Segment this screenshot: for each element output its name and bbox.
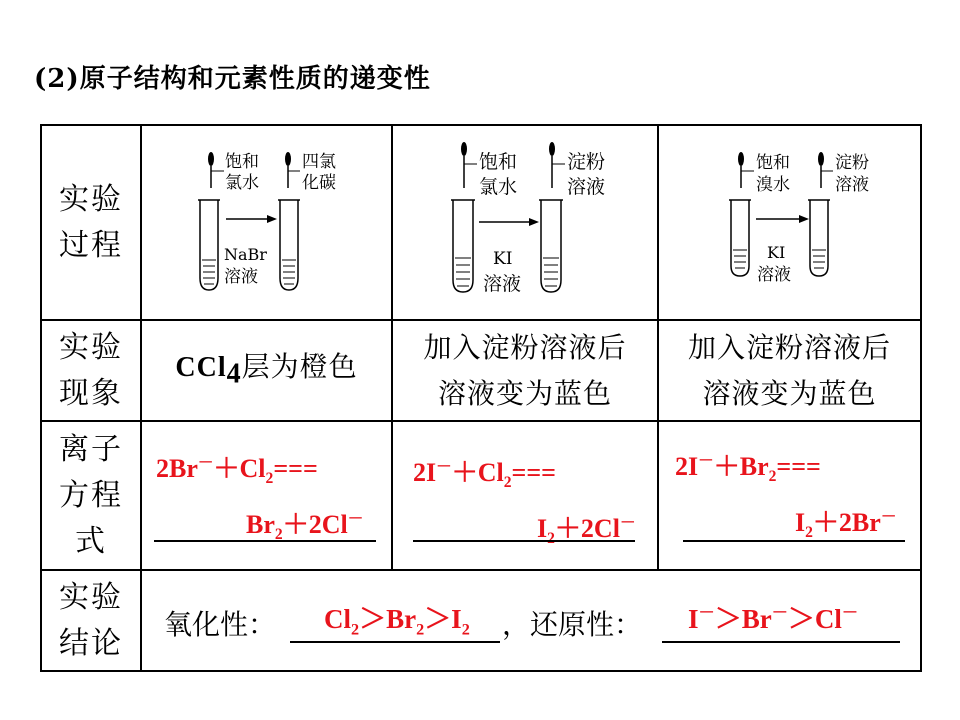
arrow-icon [226,215,277,223]
equation-header: 离子 方程 式 [41,421,141,570]
middle-label-2: 溶液 [757,265,791,285]
dropper-right-icon [818,152,833,188]
arrow-icon [756,215,809,223]
left-label-1: 饱和 [756,153,790,173]
process-diagram-2 [392,125,658,320]
left-label-1: 饱和 [225,152,259,172]
right-label-2: 溶液 [567,176,606,198]
right-label-1: 四氯 [302,152,336,172]
conclusion-content [142,571,922,670]
equation-2 [392,421,658,570]
dropper-left-icon [738,152,754,188]
right-test-tube-icon [539,200,563,292]
right-label-1: 淀粉 [567,151,606,173]
answer-underline [413,540,635,542]
left-label-2: 溴水 [756,175,790,195]
process-diagram-1 [141,125,392,320]
equation-line-2: $Br_2+2Cl^-$ [246,510,364,544]
process-row [41,125,921,320]
arrow-icon [479,218,539,226]
observation-header: 实验 现象 [41,320,141,421]
equation-line-1: $2I^-+Cl_2===$ [413,458,556,492]
oxidizing-underline [290,641,500,643]
equation-line-2: $I_2+2Br^-$ [795,508,897,542]
conclusion-header: 实验 结论 [41,570,141,671]
equation-row [41,421,921,570]
right-label-2: 溶液 [835,175,869,195]
middle-label-2: 溶液 [224,267,258,287]
answer-underline [683,540,905,542]
process-header: 实验 过程 [41,125,141,320]
oxidizing-label: 氧化性： [164,608,277,641]
right-label-1: 淀粉 [835,153,869,173]
dropper-left-icon [208,152,224,188]
left-test-tube-icon [451,200,475,292]
middle-label-1: NaBr [224,245,267,264]
middle-label-1: KI [767,243,786,262]
equation-line-1: $2I^-+Br_2===$ [675,452,821,486]
dropper-left-icon [461,142,477,188]
tube-diagram-2 [393,126,659,315]
section-title: (2)原子结构和元素性质的递变性 [34,64,431,94]
left-test-tube-icon [198,200,220,290]
left-label-1: 饱和 [479,151,518,173]
observation-row [41,320,921,421]
middle-label-1: KI [493,249,513,269]
reducing-answer: I－＞Br－＞Cl－ [688,604,859,634]
observation-1: CCl$_4$层为橙色 [141,320,392,421]
equation-3 [658,421,921,570]
oxidizing-answer: $Cl_2>Br_2>I_2$ [324,604,470,639]
equation-line-2: $I_2+2Cl^-$ [537,514,636,548]
tube-diagram-3 [659,126,922,315]
dropper-right-icon [285,152,300,188]
tube-diagram-1 [142,126,393,315]
process-diagram-3 [658,125,921,320]
reducing-label: 还原性： [530,608,643,641]
left-test-tube-icon [729,200,751,276]
right-test-tube-icon [808,200,830,276]
middle-label-2: 溶液 [483,273,522,295]
conclusion-cell [141,570,921,671]
right-label-2: 化碳 [302,173,336,193]
answer-underline [154,540,376,542]
right-test-tube-icon [278,200,300,290]
equation-1 [141,421,392,570]
experiment-table [40,124,922,672]
left-label-2: 氯水 [479,176,518,198]
observation-3: 加入淀粉溶液后 溶液变为蓝色 [658,320,921,421]
left-label-2: 氯水 [225,173,259,193]
separator: ， [502,608,531,641]
conclusion-row [41,570,921,671]
dropper-right-icon [549,142,565,188]
reducing-underline [662,641,900,643]
equation-line-1: $2Br^-+Cl_2===$ [156,454,318,488]
observation-2: 加入淀粉溶液后 溶液变为蓝色 [392,320,658,421]
